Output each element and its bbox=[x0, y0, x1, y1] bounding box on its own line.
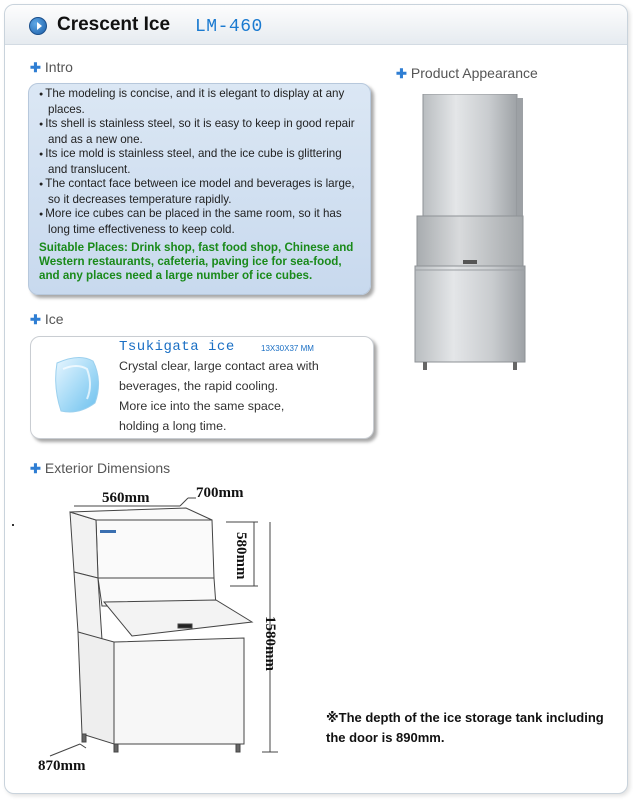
product-heading: ✚ Product Appearance bbox=[396, 65, 538, 81]
plus-icon: ✚ bbox=[30, 60, 41, 75]
ice-panel bbox=[30, 336, 374, 439]
ice-heading: ✚ Ice bbox=[30, 311, 64, 327]
ice-desc-line: More ice into the same space, bbox=[119, 399, 285, 413]
header-bar bbox=[5, 5, 627, 45]
total-height-dimension: 1580mm bbox=[262, 616, 278, 671]
intro-item: ● The contact face between ice model and beverages is large, so it decreases temperature rapidly. bbox=[39, 177, 362, 207]
intro-item: ● Its shell is stainless steel, so it is easy to keep in good repair and as a new one. bbox=[39, 117, 362, 147]
suitable-places: Suitable Places: Drink shop, fast food shop, Chinese and Western restaurants, cafeteria, paving ice for sea-food, and any places need a large number of ice cubes. bbox=[39, 241, 354, 282]
ice-description bbox=[119, 356, 369, 436]
bin-depth-dimension: 870mm bbox=[38, 758, 86, 774]
plus-icon: ✚ bbox=[30, 312, 41, 327]
plus-icon: ✚ bbox=[396, 66, 407, 81]
intro-item: ● The modeling is concise, and it is elegant to display at any places. bbox=[39, 87, 362, 117]
play-bullet-icon bbox=[29, 17, 47, 35]
ice-desc-line: beverages, the rapid cooling. bbox=[119, 379, 279, 393]
model-number: LM-460 bbox=[195, 17, 263, 37]
ice-cube-icon bbox=[49, 351, 105, 421]
ice-desc-line: holding a long time. bbox=[119, 419, 227, 433]
dimension-drawing bbox=[30, 482, 290, 772]
ice-name: Tsukigata ice bbox=[119, 339, 235, 355]
ice-desc-line: Crystal clear, large contact area with bbox=[119, 359, 319, 373]
depth-note: ※The depth of the ice storage tank including the door is 890mm. bbox=[326, 710, 604, 745]
intro-panel bbox=[28, 83, 371, 295]
ice-size: 13X30X37 MM bbox=[261, 344, 314, 353]
intro-item: ● More ice cubes can be placed in the same room, so it has long time effectiveness to keep cold. bbox=[39, 207, 362, 237]
page-title: Crescent Ice bbox=[57, 14, 171, 35]
plus-icon: ✚ bbox=[30, 461, 41, 476]
intro-heading: ✚ Intro bbox=[30, 59, 73, 75]
depth-dimension: 700mm bbox=[196, 485, 244, 501]
top-height-dimension: 580mm bbox=[233, 532, 249, 580]
width-dimension: 560mm bbox=[102, 490, 150, 506]
intro-item: ● Its ice mold is stainless steel, and the ice cube is glittering and translucent. bbox=[39, 147, 362, 177]
stray-dot bbox=[12, 524, 14, 526]
ice-machine-photo bbox=[411, 94, 529, 376]
dimensions-heading: ✚ Exterior Dimensions bbox=[30, 460, 171, 476]
